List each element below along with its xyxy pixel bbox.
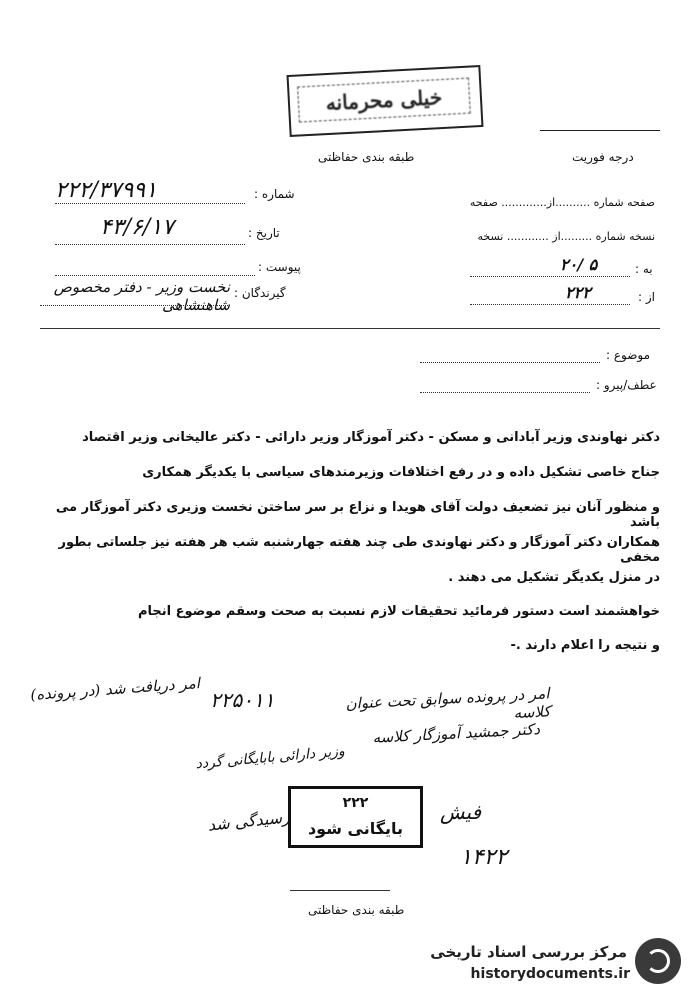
urgency-label: درجه فوریت <box>572 150 634 164</box>
header-separator <box>40 328 660 329</box>
urgency-line <box>540 130 660 131</box>
body-line-3: و منظور آنان نیز تضعیف دولت آقای هویدا و نزاع بر سر ساختن نخست وزیری دکتر آموزگار می باشد <box>55 500 660 530</box>
annotation-received: امر دریافت شد (در پرونده) <box>29 674 201 704</box>
date-value: ۴۳/۶/۱۷ <box>100 215 174 240</box>
annotation-fish-number: ۱۴۲۲ <box>460 845 508 870</box>
logo-icon <box>635 938 681 984</box>
to-value: ۲۰/ ۵ <box>560 255 598 274</box>
subject-dotline <box>420 362 600 363</box>
from-label: از : <box>638 290 655 304</box>
number-label: شماره : <box>254 187 295 201</box>
top-stamp-text: خیلی محرمانه <box>297 78 471 123</box>
body-line-5: در منزل یکدیگر تشکیل می دهند . <box>448 570 660 585</box>
top-classification-stamp <box>287 65 484 137</box>
recipients-dotline <box>40 305 230 306</box>
annotation-archive-order: وزیر دارائی بابایگانی گردد <box>195 743 346 773</box>
to-label: به : <box>635 262 653 276</box>
recipients-value: نخست وزیر - دفتر مخصوص شاهنشاهی <box>53 278 230 314</box>
annotation-amouzegar: دکتر جمشید آموزگار کلاسه <box>372 720 541 747</box>
body-line-2: جناح خاصی تشکیل داده و در رفع اختلافات وزیرمندهای سیاسی با یکدیگر همکاری <box>142 465 660 480</box>
from-value: ۲۲۲ <box>565 283 591 302</box>
archive-stamp-text: بایگانی شود <box>307 819 404 838</box>
date-label: تاریخ : <box>248 226 280 240</box>
attachment-label: پیوست : <box>258 260 301 274</box>
archive-stamp-number: ۲۲۲ <box>342 795 369 811</box>
page-number-label: صفحه شماره ..........از............. صفحه <box>469 196 655 209</box>
classification-label: طبقه بندی حفاظتی <box>318 150 415 164</box>
copy-number-label: نسخه شماره .........از ............ نسخه <box>477 230 655 243</box>
subject-label: موضوع : <box>606 348 651 362</box>
archive-stamp <box>288 786 423 848</box>
recipients-label: گیرندگان : <box>234 286 286 300</box>
body-line-7: و نتیجه را اعلام دارند .- <box>510 638 660 653</box>
to-dotline <box>470 276 630 277</box>
body-line-4: همکاران دکتر آموزگار و دکتر نهاوندی طی چند هفته جهارشنبه شب هر هفته نیز جلساتی بطور مخفی <box>58 535 660 565</box>
watermark-url: historydocuments.ir <box>470 966 630 982</box>
number-value: ۲۲۲/۳۷۹۹۱ <box>55 178 157 203</box>
body-line-6: خواهشمند است دستور فرمائید تحقیقات لازم نسبت به صحت وسقم موضوع انجام <box>137 604 660 619</box>
ref-dotline <box>420 392 590 393</box>
footer-classification-label: طبقه بندی حفاظتی <box>308 903 405 917</box>
watermark-title: مرکز بررسی اسناد تاریخی <box>430 943 627 961</box>
attachment-dotline <box>55 275 255 276</box>
footer-line <box>290 890 390 891</box>
from-dotline <box>470 304 630 305</box>
annotation-fish: فیش <box>440 800 482 824</box>
ref-label: عطف/پیرو : <box>596 378 657 392</box>
annotation-file-note: امر در پرونده سوابق تحت عنوان کلاسه <box>345 684 551 723</box>
body-line-1: دکتر نهاوندی وزیر آبادانی و مسکن - دکتر آموزگار وزیر دارائی - دکتر عالیخانی وزیر اقتصاد <box>82 430 660 445</box>
number-dotline <box>55 203 245 204</box>
date-dotline <box>55 244 245 245</box>
annotation-number: ۲۲۵۰۱۱ <box>210 688 275 712</box>
annotation-reviewed: رسیدگی شد <box>206 807 291 835</box>
